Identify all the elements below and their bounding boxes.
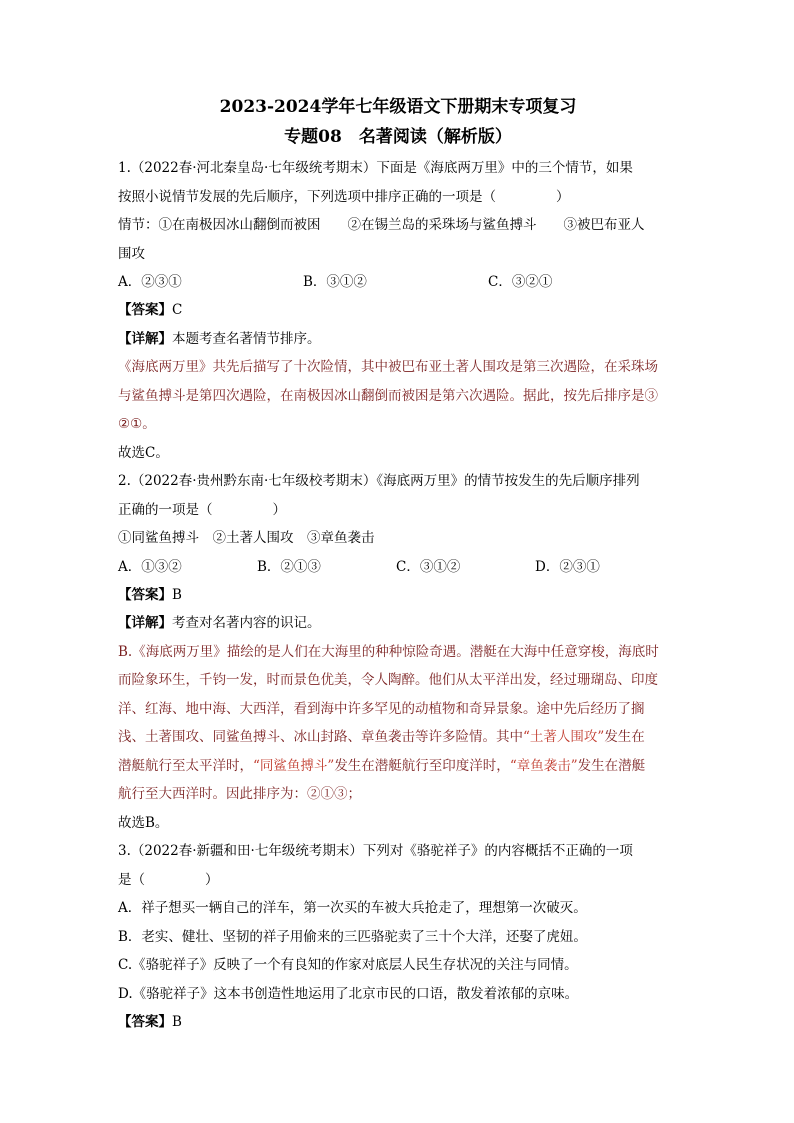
- answer-tag: 【答案】: [118, 1014, 172, 1030]
- answer-tag: 【答案】: [118, 302, 172, 318]
- q3-stem-text: 是（: [118, 871, 145, 888]
- q3-option-c: C.《骆驼祥子》反映了一个有良知的作家对底层人民生存状况的关注与同情。: [118, 957, 578, 973]
- q1-stem-text: 按照小说情节发展的先后顺序，下列选项中排序正确的一项是（: [118, 188, 496, 205]
- q2-explain: [118, 609, 678, 638]
- q2-analysis-line6: 航行至大西洋时。因此排序为：②①③；: [118, 786, 361, 802]
- q2-analysis-text: 发生在潜艇航行至印度洋时，: [334, 757, 510, 774]
- q3-answer-value: B: [172, 1014, 182, 1030]
- q2-analysis-line3: 洋、红海、地中海、大西洋，看到海中许多罕见的动植物和奇异景象。途中先后经历了搁: [118, 700, 645, 717]
- q2-stem-text: 正确的一项是（: [118, 501, 213, 518]
- q2-analysis-text: 潜艇航行至太平洋时，: [118, 757, 253, 774]
- q1-conclusion: 故选C。: [118, 444, 169, 461]
- q1-analysis-line3: ②①。: [118, 416, 156, 432]
- q1-analysis-line1: 《海底两万里》共先后描写了十次险情，其中被巴布亚土著人围攻是第三次遇险，在采珠场: [118, 359, 658, 375]
- q1-paren-close: ）: [556, 188, 570, 205]
- q1-plot-line1: 情节：①在南极因冰山翻倒而被困 ②在锡兰岛的采珠场与鲨鱼搏斗 ③被巴布亚人: [118, 217, 645, 233]
- q1-plot-line2: 围攻: [118, 245, 145, 262]
- q2-analysis-text: 浅、土著围攻、同鲨鱼搏斗、冰山封路、章鱼袭击等许多险情。其中: [118, 729, 523, 745]
- q2-option-d: D．②③①: [535, 558, 600, 575]
- q3-option-b: B．老实、健壮、坚韧的祥子用偷来的三匹骆驼卖了三十个大洋，还娶了虎妞。: [118, 928, 587, 945]
- q2-stem-line2: [118, 496, 678, 525]
- q1-stem-line2: [118, 183, 678, 212]
- q2-items: ①同鲨鱼搏斗 ②土著人围攻 ③章鱼袭击: [118, 530, 375, 546]
- q2-option-b: B．②①③: [257, 558, 321, 575]
- q2-paren-close: ）: [272, 501, 286, 518]
- q3-option-d: D.《骆驼祥子》这本书创造性地运用了北京市民的口语，散发着浓郁的京味。: [118, 985, 579, 1002]
- q1-option-c: C．③②①: [488, 274, 553, 290]
- q3-stem-line1: 3.（2022春·新疆和田·七年级统考期末）下列对《骆驼祥子》的内容概括不正确的一项: [118, 843, 633, 859]
- q2-explain-text: 考查对名著内容的识记。: [172, 615, 321, 631]
- q2-answer: [118, 581, 678, 610]
- document-page: [118, 92, 678, 1037]
- document-subtitle: 专题08 名著阅读（解析版）: [284, 127, 512, 147]
- q2-analysis-line5: [118, 752, 678, 781]
- q3-answer: [118, 1008, 678, 1037]
- q1-stem-line1: 1.（2022春·河北秦皇岛·七年级统考期末）下面是《海底两万里》中的三个情节，如果: [118, 160, 633, 176]
- q3-paren-close: ）: [205, 871, 219, 888]
- q2-stem-line1: 2.（2022春·贵州黔东南·七年级校考期末）《海底两万里》的情节按发生的先后顺序排列: [118, 473, 640, 489]
- q3-option-a: A．祥子想买一辆自己的洋车，第一次买的车被大兵抢走了，理想第一次破灭。: [118, 900, 587, 916]
- q2-analysis-line4: [118, 723, 678, 752]
- question-2: [118, 467, 678, 837]
- q2-analysis-line1: B.《海底两万里》描绘的是人们在大海里的种种惊险奇遇。潜艇在大海中任意穿梭，海底时: [118, 643, 659, 660]
- q1-answer-value: C: [172, 302, 183, 318]
- q2-option-a: A．①③②: [118, 558, 182, 575]
- q2-answer-value: B: [172, 586, 182, 603]
- q2-conclusion: 故选B。: [118, 814, 169, 831]
- q1-analysis-line2: 与鲨鱼搏斗是第四次遇险，在南极因冰山翻倒而被困是第六次遇险。据此，按先后排序是③: [118, 387, 658, 404]
- question-1: [118, 154, 678, 467]
- q2-analysis-text: 发生在: [604, 729, 645, 745]
- q2-analysis-line2: 而险象环生，千钧一发，时而景色优美，令人陶醉。他们从太平洋出发，经过珊瑚岛、印度: [118, 672, 658, 688]
- q2-quote-2: “同鲨鱼搏斗”: [253, 757, 335, 774]
- question-3: [118, 837, 678, 1037]
- answer-tag: 【答案】: [118, 586, 172, 603]
- explain-tag: 【详解】: [118, 330, 172, 347]
- q2-analysis-text: 发生在潜艇: [577, 757, 646, 774]
- q1-explain-text: 本题考查名著情节排序。: [172, 330, 321, 347]
- q2-options: [118, 553, 678, 581]
- q2-quote-3: “章鱼袭击”: [509, 757, 578, 774]
- document-title: 2023-2024学年七年级语文下册期末专项复习: [219, 97, 577, 117]
- explain-tag: 【详解】: [118, 615, 172, 631]
- q1-option-b: B．③①②: [303, 274, 367, 290]
- q3-stem-line2: [118, 866, 678, 895]
- q1-option-a: A．②③①: [118, 274, 182, 290]
- q1-options: [118, 268, 678, 296]
- q2-quote-1: “土著人围攻”: [523, 729, 605, 745]
- q1-answer: [118, 296, 678, 325]
- q1-explain: [118, 325, 678, 354]
- q2-option-c: C．③①②: [396, 558, 461, 575]
